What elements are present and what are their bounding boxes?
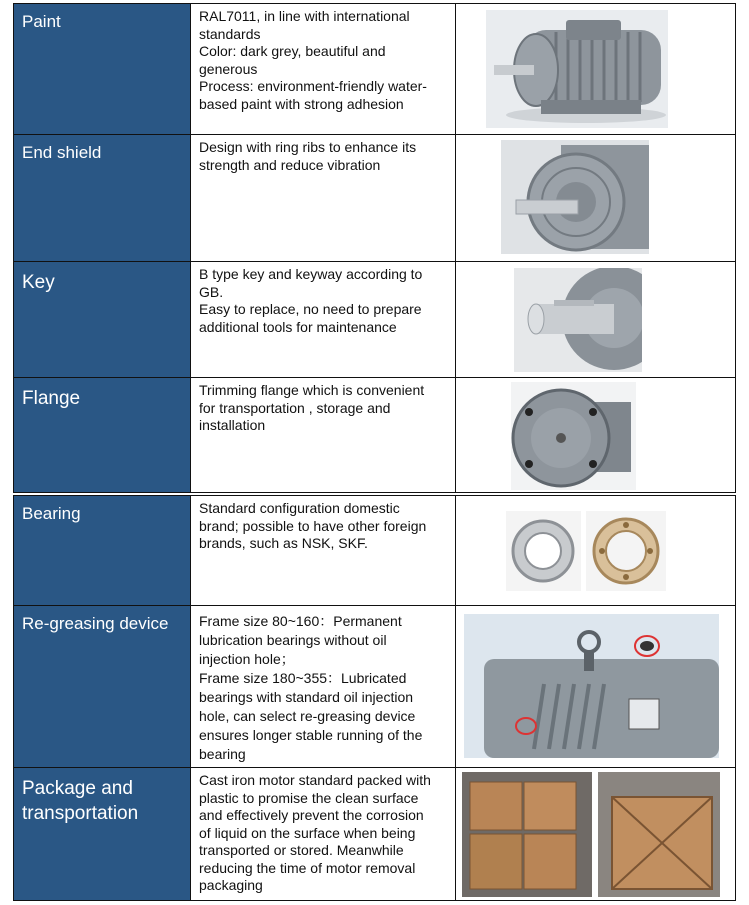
description-line: GB. [199,283,224,300]
grey-motor-photo [486,10,668,128]
label-cell [14,135,191,261]
description-line: lubrication bearings without oil [199,632,387,648]
shaft-key-photo [514,268,642,372]
row-label: Flange [22,388,81,409]
row-label: Re-greasing device [22,614,169,633]
label-cell [14,606,191,767]
description-line: additional tools for maintenance [199,318,397,335]
row-label: Key [22,272,55,293]
label-cell [14,496,191,605]
row-package [13,767,736,901]
description-line: RAL7011, in line with international [199,8,410,24]
description-line: hole, can select re-greasing device [199,708,416,724]
row-label: Paint [22,12,61,31]
description-line: Cast iron motor standard packed with [199,772,431,788]
row-flange [13,377,736,493]
description-line: Process: environment-friendly water- [199,78,427,94]
description-line: Frame size 80~160：Permanent [199,613,402,629]
image-cell [456,135,735,261]
description-line: for transportation , storage and [199,399,391,416]
end-shield-photo [501,140,649,254]
flange-photo [511,382,636,490]
label-cell [14,378,191,492]
description-cell [191,4,456,134]
bearings-photo [506,511,666,591]
row-paint [13,3,736,135]
row-label: transportation [22,803,139,824]
row-label: Bearing [22,504,81,523]
row-bearing [13,495,736,606]
description-line: Easy to replace, no need to prepare [199,301,422,317]
description-line: packaging [199,877,263,893]
description-line: transported or stored. Meanwhile [199,842,404,858]
description-line: Standard configuration domestic [199,500,400,516]
description-line: and effectively prevent the corrosion [199,807,424,823]
description-line: installation [199,417,266,433]
image-cell [456,496,735,605]
description-line: brand; possible to have other foreign [199,517,427,534]
description-line: plastic to promise the clean surface [199,789,419,806]
description-line: bearing [199,746,246,762]
description-cell [191,262,456,377]
description-cell [191,496,456,605]
image-cell [456,378,735,492]
description-cell [191,768,456,900]
description-line: B type key and keyway according to [199,266,423,282]
description-line: Frame size 180~355：Lubricated [199,670,407,686]
row-label: Package and [22,778,133,799]
description-line: based paint with strong adhesion [199,95,404,112]
image-cell [456,768,735,900]
description-line: brands, such as NSK, SKF. [199,535,368,551]
description-line: of liquid on the surface when being [199,824,416,841]
description-line: bearings with standard oil injection [199,689,414,705]
description-cell [191,606,456,767]
label-cell [14,4,191,134]
label-cell [14,262,191,377]
description-line: standards [199,25,261,42]
row-regreasing [13,605,736,768]
description-cell [191,135,456,261]
row-key [13,261,736,378]
label-cell [14,768,191,900]
description-line: Trimming flange which is convenient [199,382,425,398]
description-line: ensures longer stable running of the [199,727,423,743]
wooden-crates-photo [462,772,720,897]
row-label: End shield [22,143,102,162]
description-line: generous [199,60,258,77]
description-line: Color: dark grey, beautiful and [199,43,386,59]
description-cell [191,378,456,492]
description-line: Design with ring ribs to enhance its [199,139,417,155]
row-end-shield [13,134,736,262]
image-cell [456,4,735,134]
regreasing-motor-photo [464,614,719,758]
image-cell [456,262,735,377]
description-line: reducing the time of motor removal [199,859,416,876]
description-line: strength and reduce vibration [199,156,381,173]
image-cell [456,606,735,767]
description-line: injection hole； [199,651,295,667]
